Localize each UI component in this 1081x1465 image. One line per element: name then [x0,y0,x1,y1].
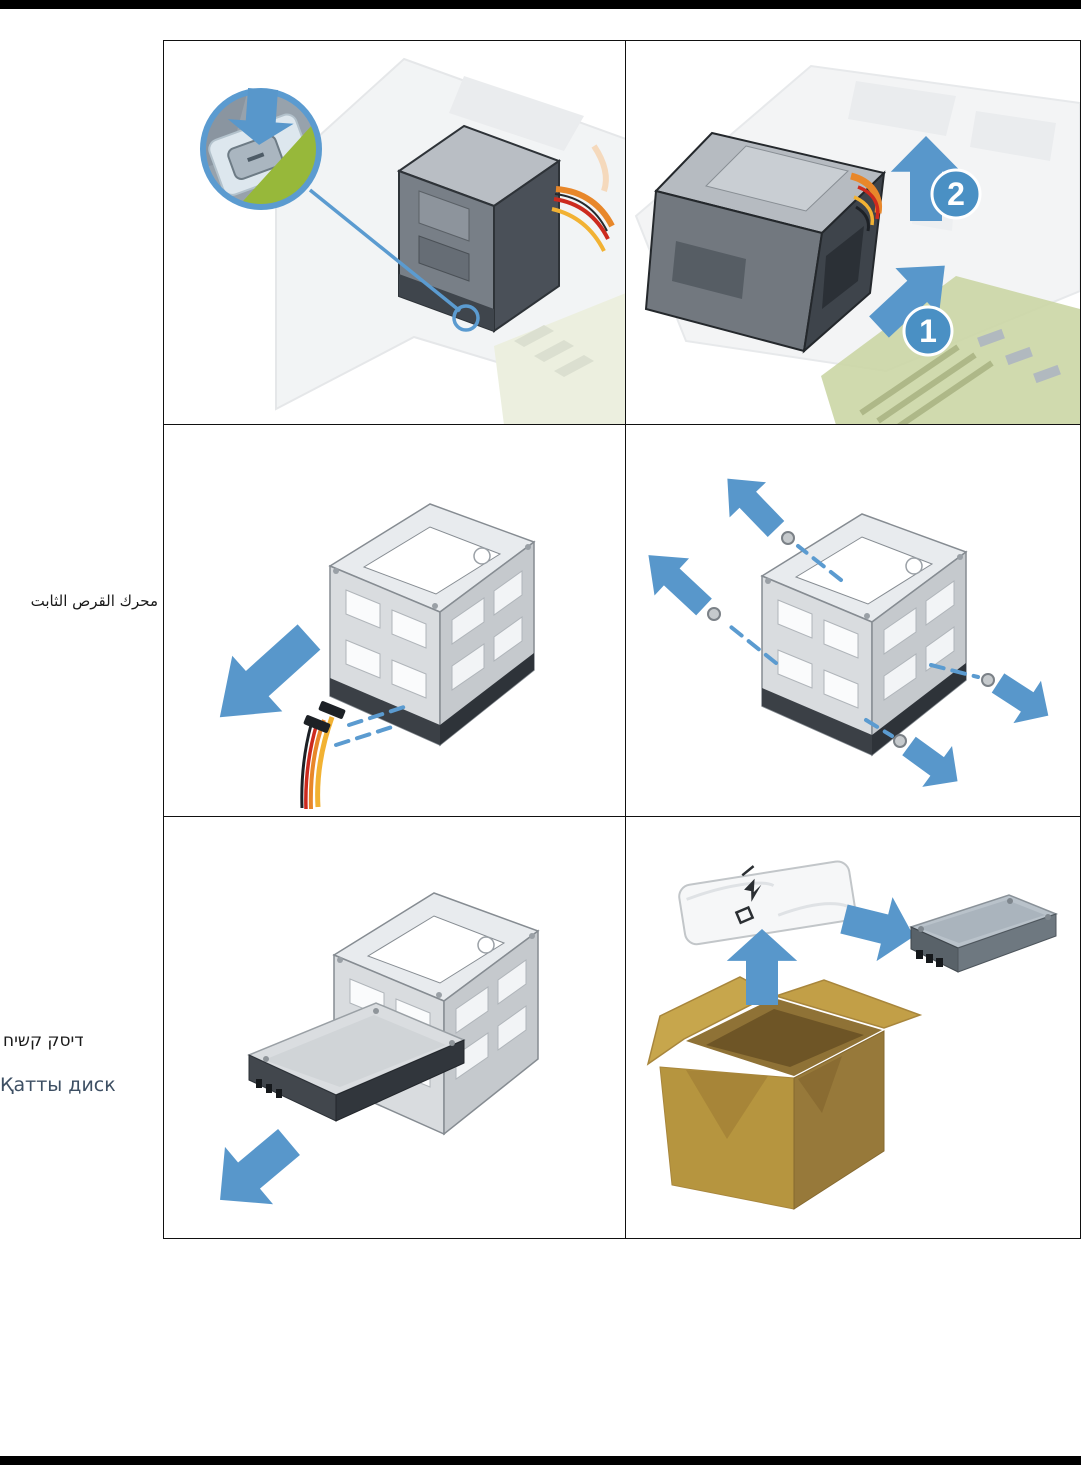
svg-text:1: 1 [919,313,937,349]
cable-connector [318,700,346,719]
drive-cage [399,126,559,331]
svg-text:2: 2 [947,176,965,212]
page-top-rule [0,0,1081,9]
figure-remove-cage-screws [626,425,1080,817]
power-sata-cables [302,700,346,809]
label-hard-drive-arabic: محرك القرص الثابت [30,592,158,610]
label-hard-drive-hebrew: דיסק קשיח [3,1031,84,1051]
screw-out-arrow-icon [709,461,794,547]
cable-connector [303,714,331,733]
instruction-figure-table [163,40,1081,1239]
label-hard-drive-kazakh: Қатты диск [0,1074,116,1096]
figure-press-cage-release-latch [164,41,626,425]
packaging-box [648,977,920,1209]
slide-out-arrow-icon [196,1113,313,1228]
screw-out-arrow-icon [894,726,972,802]
figure-lift-drive-cage [626,41,1080,425]
page-bottom-rule [0,1456,1081,1465]
replacement-hard-drive [911,895,1056,972]
figure-slide-hard-drive-out [164,817,626,1238]
step-badge-1 [904,307,952,355]
screw-out-arrow-icon [984,662,1062,737]
disconnect-guide-dash [336,727,392,745]
step-badge-2 [932,170,980,218]
figure-package-hard-drive [626,817,1080,1238]
antistatic-bag [676,852,857,946]
figure-disconnect-drive-cables [164,425,626,817]
